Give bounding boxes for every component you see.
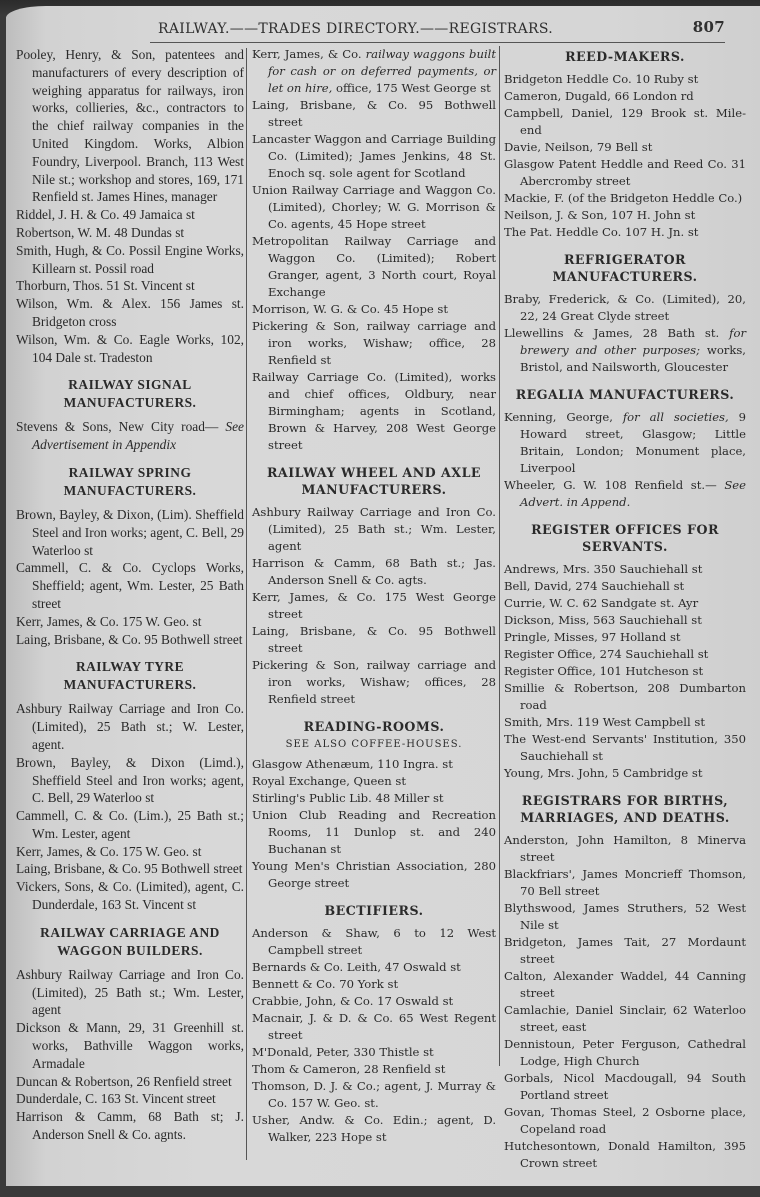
entry-text: Young, Mrs. John, 5 Cambridge st [504, 766, 703, 780]
entry-text: Campbell, Daniel, 129 Brook st. Mile-end [504, 106, 746, 137]
entry-text: Laing, Brisbane, & Co. 95 Bothwell street [16, 861, 243, 877]
entry-text: Robertson, W. M. 48 Dundas st [16, 224, 185, 240]
entry-text: Metropolitan Railway Carriage and Waggon Co. (Limited); Robert Granger, agent, 3 North court, Royal Exchange [252, 234, 496, 299]
directory-entry [252, 1061, 496, 1078]
entry-text: Smith, Hugh, & Co. Possil Engine Works, Killearn st. Possil road [16, 242, 244, 276]
entry-text: Neilson, J. & Son, 107 H. John st [504, 208, 696, 222]
directory-section [252, 464, 496, 708]
entry-text: Young Men's Christian Association, 280 George street [252, 859, 496, 890]
section-heading: RAILWAY TYRE MANUFACTURERS. [63, 659, 197, 693]
directory-entry [16, 277, 244, 295]
directory-entry [504, 409, 746, 477]
directory-entry [504, 291, 746, 325]
directory-entry [252, 756, 496, 773]
entry-text: Llewellins & James, 28 Bath st. [504, 326, 720, 340]
directory-entry [16, 418, 244, 454]
directory-entry [504, 71, 746, 88]
directory-entry [252, 182, 496, 233]
directory-entry [16, 966, 244, 1019]
directory-entry [504, 88, 746, 105]
column-3 [504, 46, 746, 1172]
entry-text: Dunderdale, C. 163 St. Vincent street [16, 1091, 216, 1107]
section-heading: REED-MAKERS. [565, 49, 685, 64]
directory-entry [252, 807, 496, 858]
entry-text: Crabbie, John, & Co. 17 Oswald st [252, 994, 454, 1008]
directory-entry [504, 646, 746, 663]
directory-entry [16, 613, 244, 631]
entry-text: Harrison & Camm, 68 Bath st; J. Anderson Snell & Co. agnts. [16, 1109, 244, 1143]
header-rule [150, 42, 725, 43]
directory-entry [16, 224, 244, 242]
entry-text: Usher, Andw. & Co. Edin.; agent, D. Walker, 223 Hope st [252, 1113, 496, 1144]
directory-entry [252, 318, 496, 369]
directory-entry [16, 46, 244, 206]
directory-entry [504, 765, 746, 782]
entry-text: Stevens & Sons, New City road— [16, 419, 219, 435]
directory-entry [504, 629, 746, 646]
directory-entry [16, 700, 244, 753]
directory-entry [504, 578, 746, 595]
entry-text: Laing, Brisbane, & Co. 95 Bothwell street [16, 631, 243, 647]
directory-entry [252, 657, 496, 708]
directory-entry [504, 968, 746, 1002]
entry-text: Braby, Frederick, & Co. (Limited), 20, 22, 24 Great Clyde street [504, 292, 746, 323]
directory-section [504, 251, 746, 376]
directory-entry [16, 331, 244, 367]
entry-text: Kerr, James, & Co. 175 West George street [252, 590, 496, 621]
directory-section [504, 792, 746, 1172]
entry-text: Bell, David, 274 Sauchiehall st [504, 579, 685, 593]
entry-text: Laing, Brisbane, & Co. 95 Bothwell street [252, 624, 496, 655]
entry-text: Bernards & Co. Leith, 47 Oswald st [252, 960, 461, 974]
section-heading: READING-ROOMS. [303, 719, 445, 734]
directory-entry [252, 131, 496, 182]
section-heading: RAILWAY SIGNAL MANUFACTURERS. [63, 377, 197, 411]
entry-text: Stirling's Public Lib. 48 Miller st [252, 791, 444, 805]
entry-text: Ashbury Railway Carriage and Iron Co. (Limited), 25 Bath st.; W. Lester, agent. [16, 701, 244, 752]
page-number: 807 [692, 18, 725, 36]
directory-section [16, 464, 244, 648]
directory-entry [252, 233, 496, 301]
directory-section [504, 48, 746, 241]
directory-entry [504, 1070, 746, 1104]
entry-text: Union Club Reading and Recreation Rooms, 11 Dunlop st. and 240 Buchanan st [252, 808, 496, 856]
entry-text: The Pat. Heddle Co. 107 H. Jn. st [504, 225, 699, 239]
entry-text: Royal Exchange, Queen st [252, 774, 407, 788]
entry-text: Pooley, Henry, & Son, patentees and manufacturers of every description of weighing apparatus for railways, iron works, collieries, &c., contractors to the chief railway companies in the United Kingdom. Works, Albion Foundry, Liverpool. Branch, 113 West Nile st.; workshop and stores, 169, 171 Renfield st. James Hines, manager [16, 47, 244, 205]
entry-text: Cammell, C. & Co. Cyclops Works, Sheffield; agent, Wm. Lester, 25 Bath street [16, 560, 244, 611]
directory-entry [252, 1044, 496, 1061]
directory-entry [252, 925, 496, 959]
directory-section [16, 46, 244, 366]
entry-text: Hutchesontown, Donald Hamilton, 395 Crown street [504, 1139, 746, 1170]
entry-text: Bridgeton, James Tait, 27 Mordaunt street [504, 935, 746, 966]
directory-entry [252, 97, 496, 131]
directory-entry [504, 1138, 746, 1172]
entry-text: Dickson & Mann, 29, 31 Greenhill st. works, Bathville Waggon works, Armadale [16, 1020, 244, 1071]
entry-text: Pickering & Son, railway carriage and iron works, Wishaw; offices, 28 Renfield street [252, 658, 496, 706]
entry-text: Smith, Mrs. 119 West Campbell st [504, 715, 706, 729]
directory-entry [504, 595, 746, 612]
directory-entry [504, 612, 746, 629]
directory-entry [16, 807, 244, 843]
entry-text: Mackie, F. (of the Bridgeton Heddle Co.) [504, 191, 743, 205]
entry-text: Kerr, James, & Co. 175 W. Geo. st [16, 613, 202, 629]
directory-section [16, 924, 244, 1144]
entry-text: Bridgeton Heddle Co. 10 Ruby st [504, 72, 699, 86]
directory-entry [16, 878, 244, 914]
entry-text: Kenning, George, [504, 410, 613, 424]
directory-entry [252, 773, 496, 790]
entry-text: Andrews, Mrs. 350 Sauchiehall st [504, 562, 703, 576]
entry-text: Union Railway Carriage and Waggon Co. (Limited), Chorley; W. G. Morrison & Co. agents, 45 Hope street [252, 183, 496, 231]
directory-section [252, 46, 496, 454]
directory-entry [504, 1002, 746, 1036]
directory-entry [16, 754, 244, 807]
entry-text: Gorbals, Nicol Macdougall, 94 South Portland street [504, 1071, 746, 1102]
directory-entry [504, 714, 746, 731]
directory-entry [504, 477, 746, 511]
directory-entry [504, 680, 746, 714]
entry-text: Bennett & Co. 70 York st [252, 977, 399, 991]
entry-text: Dickson, Miss, 563 Sauchiehall st [504, 613, 702, 627]
directory-section [16, 658, 244, 914]
entry-text: Wilson, Wm. & Alex. 156 James st. Bridgeton cross [16, 296, 244, 329]
directory-entry [504, 663, 746, 680]
directory-entry [252, 1010, 496, 1044]
entry-text: Brown, Bayley, & Dixon, (Lim). Sheffield Steel and Iron works; agent, C. Bell, 29 Waterloo st [16, 506, 244, 558]
directory-entry [16, 843, 244, 861]
entry-text: Kerr, James, & Co. [252, 47, 362, 61]
entry-text: Brown, Bayley, & Dixon (Limd.), Sheffield Steel and Iron works; agent, C. Bell, 29 Waterloo st [16, 754, 244, 806]
directory-entry [16, 295, 244, 331]
directory-entry [504, 934, 746, 968]
entry-text: Thom & Cameron, 28 Renfield st [252, 1062, 446, 1076]
entry-text: Vickers, Sons, & Co. (Limited), agent, C. Dunderdale, 163 St. Vincent st [16, 879, 244, 913]
directory-entry [504, 866, 746, 900]
directory-entry [252, 1078, 496, 1112]
entry-text: Anderston, John Hamilton, 8 Minerva street [504, 833, 746, 864]
entry-text: Riddel, J. H. & Co. 49 Jamaica st [16, 207, 195, 223]
column-divider [246, 48, 247, 1160]
entry-text-continued: office, 175 West George st [336, 81, 491, 95]
entry-text: Anderson & Shaw, 6 to 12 West Campbell street [252, 926, 496, 957]
directory-entry [252, 993, 496, 1010]
entry-text: Duncan & Robertson, 26 Renfield street [16, 1073, 232, 1089]
directory-entry [252, 623, 496, 657]
directory-entry [504, 139, 746, 156]
entry-text: Cammell, C. & Co. (Lim.), 25 Bath st.; Wm. Lester, agent [16, 808, 244, 841]
directory-entry [504, 156, 746, 190]
entry-text: Currie, W. C. 62 Sandgate st. Ayr [504, 596, 699, 610]
entry-italic-note: See Advertisement in Appendix [32, 419, 244, 453]
directory-entry [252, 858, 496, 892]
section-heading: RAILWAY WHEEL AND AXLE MANUFACTURERS. [266, 465, 482, 497]
entry-text: Laing, Brisbane, & Co. 95 Bothwell street [252, 98, 496, 129]
directory-entry [504, 561, 746, 578]
entry-text: Glasgow Patent Heddle and Reed Co. 31 Abercromby street [504, 157, 746, 188]
entry-text: Harrison & Camm, 68 Bath st.; Jas. Anderson Snell & Co. agts. [252, 556, 496, 587]
section-heading: REGISTER OFFICES FOR SERVANTS. [531, 522, 719, 554]
entry-text: Camlachie, Daniel Sinclair, 62 Waterloo street, east [504, 1003, 746, 1034]
entry-text: Kerr, James, & Co. 175 W. Geo. st [16, 843, 202, 859]
entry-italic-note: railway waggons built for cash or on deferred payments, or let on hire, [268, 47, 497, 95]
directory-entry [504, 207, 746, 224]
directory-entry [504, 1036, 746, 1070]
directory-section [252, 718, 496, 892]
directory-entry [16, 1090, 244, 1108]
entry-text: Cameron, Dugald, 66 London rd [504, 89, 694, 103]
directory-section [504, 521, 746, 782]
entry-text-continued: 9 Howard street, Glasgow; Little Britain, London; Monument place, Liverpool [520, 410, 747, 475]
entry-text: Register Office, 274 Sauchiehall st [504, 647, 709, 661]
directory-entry [16, 506, 244, 559]
section-heading: REGALIA MANUFACTURERS. [515, 387, 735, 402]
running-header-title: RAILWAY.——TRADES DIRECTORY.——REGISTRARS. [158, 21, 554, 37]
entry-text: The West-end Servants' Institution, 350 Sauchiehall st [504, 732, 746, 763]
entry-text: Calton, Alexander Waddel, 44 Canning street [504, 969, 746, 1000]
directory-entry [252, 589, 496, 623]
directory-entry [252, 369, 496, 454]
section-heading: REGISTRARS FOR BIRTHS, MARRIAGES, AND DEATHS. [520, 793, 730, 825]
directory-entry [504, 105, 746, 139]
directory-entry [252, 976, 496, 993]
directory-entry [252, 555, 496, 589]
section-heading: RAILWAY CARRIAGE AND WAGGON BUILDERS. [40, 924, 220, 958]
column-divider [499, 46, 500, 1066]
entry-text: Morrison, W. G. & Co. 45 Hope st [252, 302, 449, 316]
section-subheading: SEE ALSO COFFEE-HOUSES. [285, 739, 463, 750]
directory-entry [252, 790, 496, 807]
entry-italic-note: See Advert. in Append. [520, 478, 746, 509]
running-header [150, 18, 725, 42]
directory-entry [16, 206, 244, 224]
column-2 [252, 46, 496, 1146]
entry-text: Davie, Neilson, 79 Bell st [504, 140, 653, 154]
directory-section [504, 386, 746, 511]
directory-entry [16, 631, 244, 649]
entry-text: Smillie & Robertson, 208 Dumbarton road [504, 681, 746, 712]
entry-text: Ashbury Railway Carriage and Iron Co. (Limited), 25 Bath st.; Wm. Lester, agent [16, 966, 244, 1018]
entry-text: Glasgow Athenæum, 110 Ingra. st [252, 757, 453, 771]
entry-text: Blythswood, James Struthers, 52 West Nile st [504, 901, 746, 932]
entry-text: Blackfriars', James Moncrieff Thomson, 70 Bell street [504, 867, 746, 898]
section-heading: BECTIFIERS. [324, 903, 424, 918]
entry-text-continued: works, Bristol, and Nailsworth, Gloucester [520, 343, 746, 374]
entry-text: Govan, Thomas Steel, 2 Osborne place, Copeland road [504, 1105, 746, 1136]
entry-text: M'Donald, Peter, 330 Thistle st [252, 1045, 434, 1059]
entry-text: Thorburn, Thos. 51 St. Vincent st [16, 278, 195, 294]
directory-entry [16, 1073, 244, 1091]
directory-entry [504, 832, 746, 866]
directory-entry [252, 504, 496, 555]
directory-entry [252, 959, 496, 976]
directory-entry [16, 242, 244, 278]
entry-text: Dennistoun, Peter Ferguson, Cathedral Lodge, High Church [504, 1037, 746, 1068]
directory-section [16, 376, 244, 454]
directory-entry [252, 46, 496, 97]
entry-text: Macnair, J. & D. & Co. 65 West Regent street [252, 1011, 496, 1042]
entry-italic-note: for all societies, [622, 410, 729, 424]
entry-text: Ashbury Railway Carriage and Iron Co. (Limited), 25 Bath st.; Wm. Lester, agent [252, 505, 496, 553]
entry-text: Wheeler, G. W. 108 Renfield st.— [504, 478, 717, 492]
section-heading: REFRIGERATOR MANUFACTURERS. [552, 252, 698, 284]
directory-entry [16, 559, 244, 612]
entry-text: Thomson, D. J. & Co.; agent, J. Murray & Co. 157 W. Geo. st. [252, 1079, 496, 1110]
directory-entry [504, 731, 746, 765]
entry-text: Wilson, Wm. & Co. Eagle Works, 102, 104 Dale st. Tradeston [16, 331, 244, 365]
directory-entry [504, 325, 746, 376]
directory-entry [16, 1108, 244, 1144]
entry-text: Register Office, 101 Hutcheson st [504, 664, 704, 678]
section-heading: RAILWAY SPRING MANUFACTURERS. [63, 464, 197, 498]
entry-text: Pickering & Son, railway carriage and iron works, Wishaw; office, 28 Renfield st [252, 319, 496, 367]
entry-text: Lancaster Waggon and Carriage Building Co. (Limited); James Jenkins, 48 St. Enoch sq. sole agent for Scotland [252, 132, 496, 180]
directory-entry [252, 1112, 496, 1146]
entry-text: Pringle, Misses, 97 Holland st [504, 630, 681, 644]
entry-italic-note: for brewery and other purposes; [520, 326, 746, 357]
directory-entry [16, 1019, 244, 1072]
directory-entry [504, 1104, 746, 1138]
directory-entry [16, 860, 244, 878]
directory-entry [504, 900, 746, 934]
directory-entry [252, 301, 496, 318]
directory-entry [504, 224, 746, 241]
directory-entry [504, 190, 746, 207]
column-1 [16, 46, 244, 1144]
directory-section [252, 902, 496, 1146]
entry-text: Railway Carriage Co. (Limited), works and chief offices, Oldbury, near Birmingham; agents in Scotland, Brown & Harvey, 208 West George street [252, 370, 496, 452]
